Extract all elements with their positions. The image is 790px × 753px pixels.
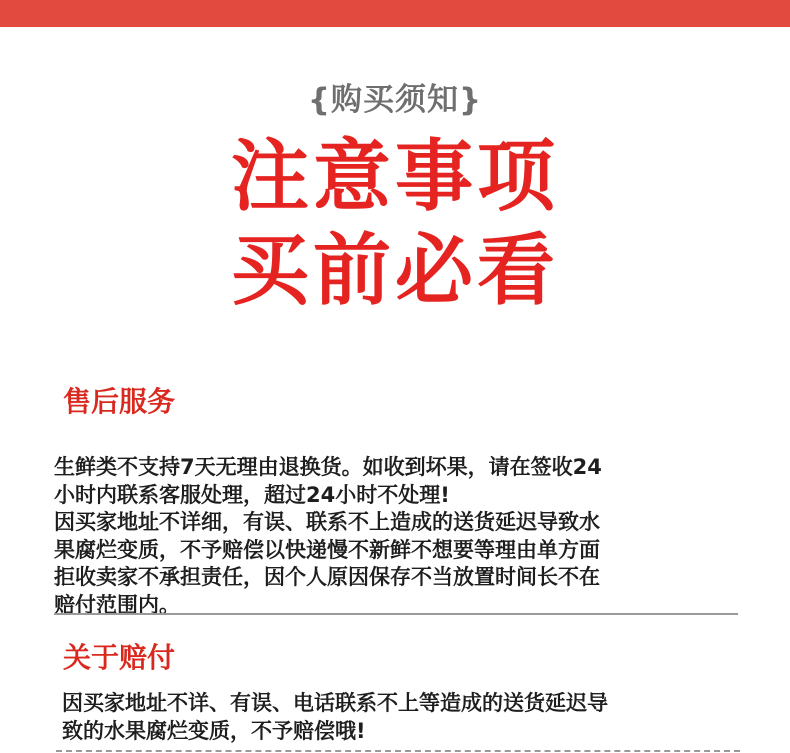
compensation-title: 关于赔付	[63, 641, 176, 674]
after-sales-text	[54, 454, 734, 619]
after-sales-line: 小时内联系客服处理，超过24小时不处理!	[54, 482, 450, 507]
top-banner-bar	[0, 0, 790, 27]
compensation-line: 致的水果腐烂变质，不予赔偿哦!	[62, 718, 366, 743]
section-divider	[54, 613, 738, 615]
after-sales-line: 拒收卖家不承担责任，因个人原因保存不当放置时间长不在	[54, 565, 600, 589]
after-sales-line: 赔付范围内。	[54, 592, 180, 617]
after-sales-line: 生鲜类不支持7天无理由退换货。如收到坏果，请在签收24	[54, 455, 602, 479]
headline-read-before-buy: 买前必看	[230, 226, 559, 316]
after-sales-line: 因买家地址不详细，有误、联系不上造成的送货延迟导致水	[54, 510, 600, 534]
bottom-dashed-divider	[56, 750, 740, 752]
after-sales-line: 果腐烂变质，不予赔偿以快递慢不新鲜不想要等理由单方面	[54, 537, 600, 562]
headline-notice: 注意事项	[230, 132, 559, 222]
compensation-line: 因买家地址不详、有误、电话联系不上等造成的送货延迟导	[62, 691, 608, 715]
notice-subtitle: {购买须知}	[307, 82, 483, 118]
after-sales-title: 售后服务	[63, 385, 176, 418]
compensation-text	[62, 690, 742, 745]
